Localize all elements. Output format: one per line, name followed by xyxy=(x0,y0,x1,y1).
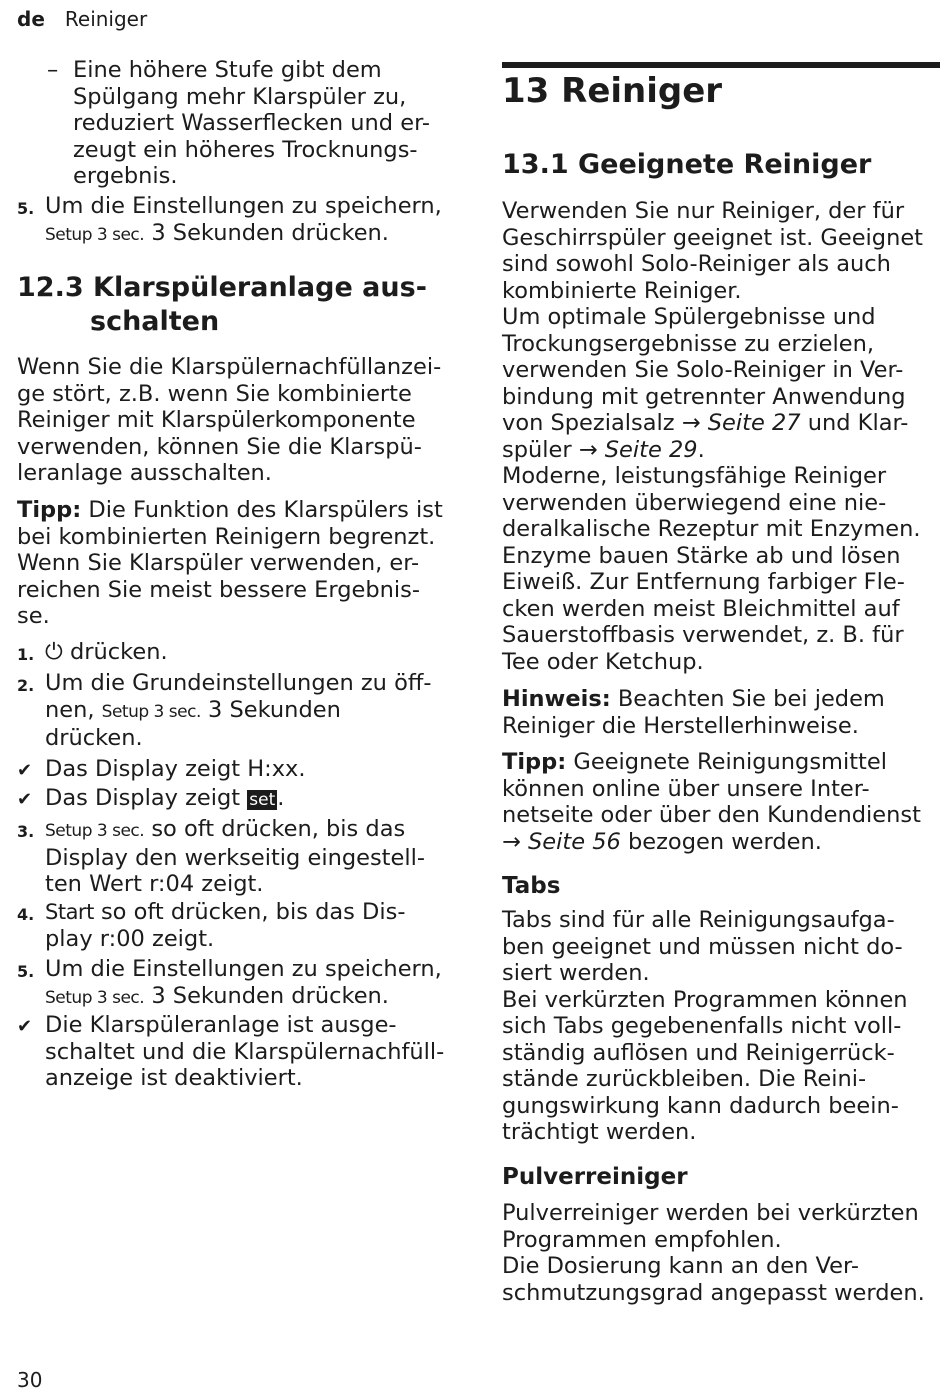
page-link[interactable]: Seite 29 xyxy=(597,436,698,463)
text-line: reduziert Wasserflecken und er- xyxy=(73,110,431,136)
text-line: Moderne, leistungsfähige Reiniger xyxy=(502,463,887,489)
step-5-text xyxy=(45,193,442,248)
section-heading-12-3 xyxy=(17,271,427,339)
setup-key-label: Setup 3 sec. xyxy=(45,224,145,245)
tip-label: Tipp: xyxy=(502,749,567,775)
text-line: sind sowohl Solo-Reiniger als auch xyxy=(502,251,891,277)
tip-paragraph xyxy=(17,497,443,630)
text-line: Die Klarspüleranlage ist ausge- xyxy=(45,1012,397,1038)
step-1-text xyxy=(45,639,168,666)
text-line: Tabs sind für alle Reinigungsaufga- xyxy=(502,907,895,933)
text-line: Spülgang mehr Klarspüler zu, xyxy=(73,83,407,110)
text-line: ergebnis. xyxy=(73,163,178,189)
text-line: Die Dosierung kann an den Ver- xyxy=(502,1253,859,1279)
arrow-icon: → xyxy=(502,828,521,855)
step-5-repeat-text xyxy=(45,956,442,1011)
tabs-paragraph xyxy=(502,907,908,1146)
text-line: leranlage ausschalten. xyxy=(17,460,272,486)
step-number: 1. xyxy=(17,645,35,664)
text-line: drücken. xyxy=(62,639,168,665)
text-line: so oft drücken, bis das xyxy=(144,816,406,842)
setup-key-label: Setup 3 sec. xyxy=(45,987,145,1008)
check-icon: ✔ xyxy=(17,760,33,781)
text-line: bindung mit getrennter Anwendung xyxy=(502,383,906,410)
text-line: Display den werkseitig eingestell- xyxy=(45,844,425,871)
heading-line: schalten xyxy=(90,306,220,337)
text-line: 3 Sekunden xyxy=(200,696,341,723)
text-line: Geeignete Reinigungsmittel xyxy=(566,749,887,775)
text-line: schaltet und die Klarspülernachfüll- xyxy=(45,1038,445,1065)
text-line: zeugt ein höheres Trocknungs- xyxy=(73,136,418,163)
text-line: Eiweiß. Zur Entfernung farbiger Fle- xyxy=(502,569,905,595)
text-line: drücken. xyxy=(45,725,143,751)
dash-bullet: – xyxy=(47,57,59,83)
text-line: Um optimale Spülergebnisse und xyxy=(502,304,876,330)
section-heading-13-1: 13.1 Geeignete Reiniger xyxy=(502,149,872,180)
text-line: schmutzungsgrad angepasst werden. xyxy=(502,1279,925,1306)
text-line: Pulverreiniger werden bei verkürzten xyxy=(502,1200,919,1226)
running-header xyxy=(17,7,147,31)
note-paragraph xyxy=(502,686,885,739)
text-line: Die Funktion des Klarspülers ist xyxy=(81,497,443,523)
text-line: . xyxy=(277,785,285,811)
text-line: Trockungsergebnisse zu erzielen, xyxy=(502,330,874,357)
result-3 xyxy=(45,1012,444,1092)
chapter-title: 13 Reiniger xyxy=(502,71,723,111)
text-line: deralkalische Rezeptur mit Enzymen. xyxy=(502,516,921,542)
text-line: Verwenden Sie nur Reiniger, der für xyxy=(502,198,905,224)
text-line: Programmen empfohlen. xyxy=(502,1226,782,1253)
intro-paragraph xyxy=(17,354,441,487)
page-link[interactable]: Seite 27 xyxy=(700,410,801,436)
step-4-text xyxy=(45,899,405,952)
text-line: verwenden Sie Solo-Reiniger in Ver- xyxy=(502,357,904,383)
heading-line: 12.3 Klarspüleranlage aus- xyxy=(17,272,427,303)
dash-item-text xyxy=(73,57,430,190)
step-number: 4. xyxy=(17,905,35,924)
tabs-heading: Tabs xyxy=(502,873,561,899)
chapter-rule xyxy=(502,62,940,68)
step-2-text xyxy=(45,670,431,752)
step-number: 2. xyxy=(17,676,35,695)
text-line: ge stört, z.B. wenn Sie kombinierte xyxy=(17,380,412,407)
text-line: Tee oder Ketchup. xyxy=(502,648,704,675)
setup-key-label: Setup 3 sec. xyxy=(101,701,201,722)
arrow-icon: → xyxy=(681,410,701,436)
text-line: ständig auflösen und Reinigerrück- xyxy=(502,1039,895,1066)
text-line: Um die Grundeinstellungen zu öff- xyxy=(45,670,432,696)
note-label: Hinweis: xyxy=(502,686,611,712)
text-line: 3 Sekunden drücken. xyxy=(144,982,389,1009)
text-line: ben geeignet und müssen nicht do- xyxy=(502,933,903,960)
text-line: sich Tabs gegebenenfalls nicht voll- xyxy=(502,1013,902,1039)
text-line: Um die Einstellungen zu speichern, xyxy=(45,193,442,219)
start-key-label: Start xyxy=(45,900,94,924)
text-line: Eine höhere Stufe gibt dem xyxy=(73,57,382,83)
text-line: Enzyme bauen Stärke ab und lösen xyxy=(502,542,901,569)
text-line: und Klar- xyxy=(800,410,909,436)
check-icon: ✔ xyxy=(17,789,33,810)
text-line: verwenden überwiegend eine nie- xyxy=(502,489,887,516)
tip-paragraph-right xyxy=(502,749,921,855)
text-line: so oft drücken, bis das Dis- xyxy=(93,899,406,925)
text-line: Reiniger mit Klarspülerkomponente xyxy=(17,407,416,433)
text-line: verwenden, können Sie die Klarspü- xyxy=(17,433,422,460)
text-line: Bei verkürzten Programmen können xyxy=(502,986,908,1013)
text-line: nen, xyxy=(45,696,102,723)
text-line: gungswirkung kann dadurch beein- xyxy=(502,1092,899,1119)
language-code: de xyxy=(17,7,45,31)
text-line: Geschirrspüler geeignet ist. Geeignet xyxy=(502,224,924,251)
text-line: bezogen werden. xyxy=(620,828,822,855)
text-line: kombinierte Reiniger. xyxy=(502,277,742,304)
text-line: stände zurückbleiben. Die Reini- xyxy=(502,1066,867,1092)
text-line: Wenn Sie die Klarspülernachfüllanzei- xyxy=(17,354,442,380)
page-link[interactable]: Seite 56 xyxy=(520,828,621,855)
text-line: von Spezialsalz xyxy=(502,410,682,436)
page-number: 30 xyxy=(17,1368,43,1392)
text-line: Um die Einstellungen zu speichern, xyxy=(45,956,442,982)
text-line: Das Display zeigt xyxy=(45,785,248,811)
powder-paragraph xyxy=(502,1200,925,1306)
setup-key-label: Setup 3 sec. xyxy=(45,821,145,841)
step-number: 3. xyxy=(17,822,35,841)
text-line: Sauerstoffbasis verwendet, z. B. für xyxy=(502,622,904,648)
step-number: 5. xyxy=(17,199,35,218)
text-line: Reiniger die Herstellerhinweise. xyxy=(502,712,859,739)
text-line: Wenn Sie Klarspüler verwenden, er- xyxy=(17,550,420,576)
check-icon: ✔ xyxy=(17,1016,33,1037)
step-number: 5. xyxy=(17,962,35,981)
text-line: trächtigt werden. xyxy=(502,1119,697,1145)
suitable-detergents-paragraph xyxy=(502,198,923,675)
text-line: bei kombinierten Reinigern begrenzt. xyxy=(17,523,436,550)
text-line: ten Wert r:04 zeigt. xyxy=(45,871,264,897)
text-line: se. xyxy=(17,603,50,629)
step-3-text xyxy=(45,816,425,898)
power-icon: ⏻ xyxy=(45,639,63,665)
tip-label: Tipp: xyxy=(17,497,82,523)
result-1: Das Display zeigt H:xx. xyxy=(45,756,306,782)
text-line: können online über unsere Inter- xyxy=(502,775,870,802)
text-line: siert werden. xyxy=(502,960,650,986)
set-display-badge: set xyxy=(249,790,276,810)
text-line: 3 Sekunden drücken. xyxy=(151,219,389,246)
text-line: play r:00 zeigt. xyxy=(45,925,215,952)
text-line: reichen Sie meist bessere Ergebnis- xyxy=(17,576,420,603)
header-section: Reiniger xyxy=(64,7,148,31)
text-line: netseite oder über den Kundendienst xyxy=(502,802,921,828)
text-line: cken werden meist Bleichmittel auf xyxy=(502,595,900,622)
text-line: Beachten Sie bei jedem xyxy=(610,686,885,712)
powder-heading: Pulverreiniger xyxy=(502,1164,688,1190)
text-line: anzeige ist deaktiviert. xyxy=(45,1065,303,1091)
text-line: spüler xyxy=(502,436,579,463)
text-line: . xyxy=(697,436,705,463)
arrow-icon: → xyxy=(578,436,598,463)
result-2 xyxy=(45,785,284,814)
